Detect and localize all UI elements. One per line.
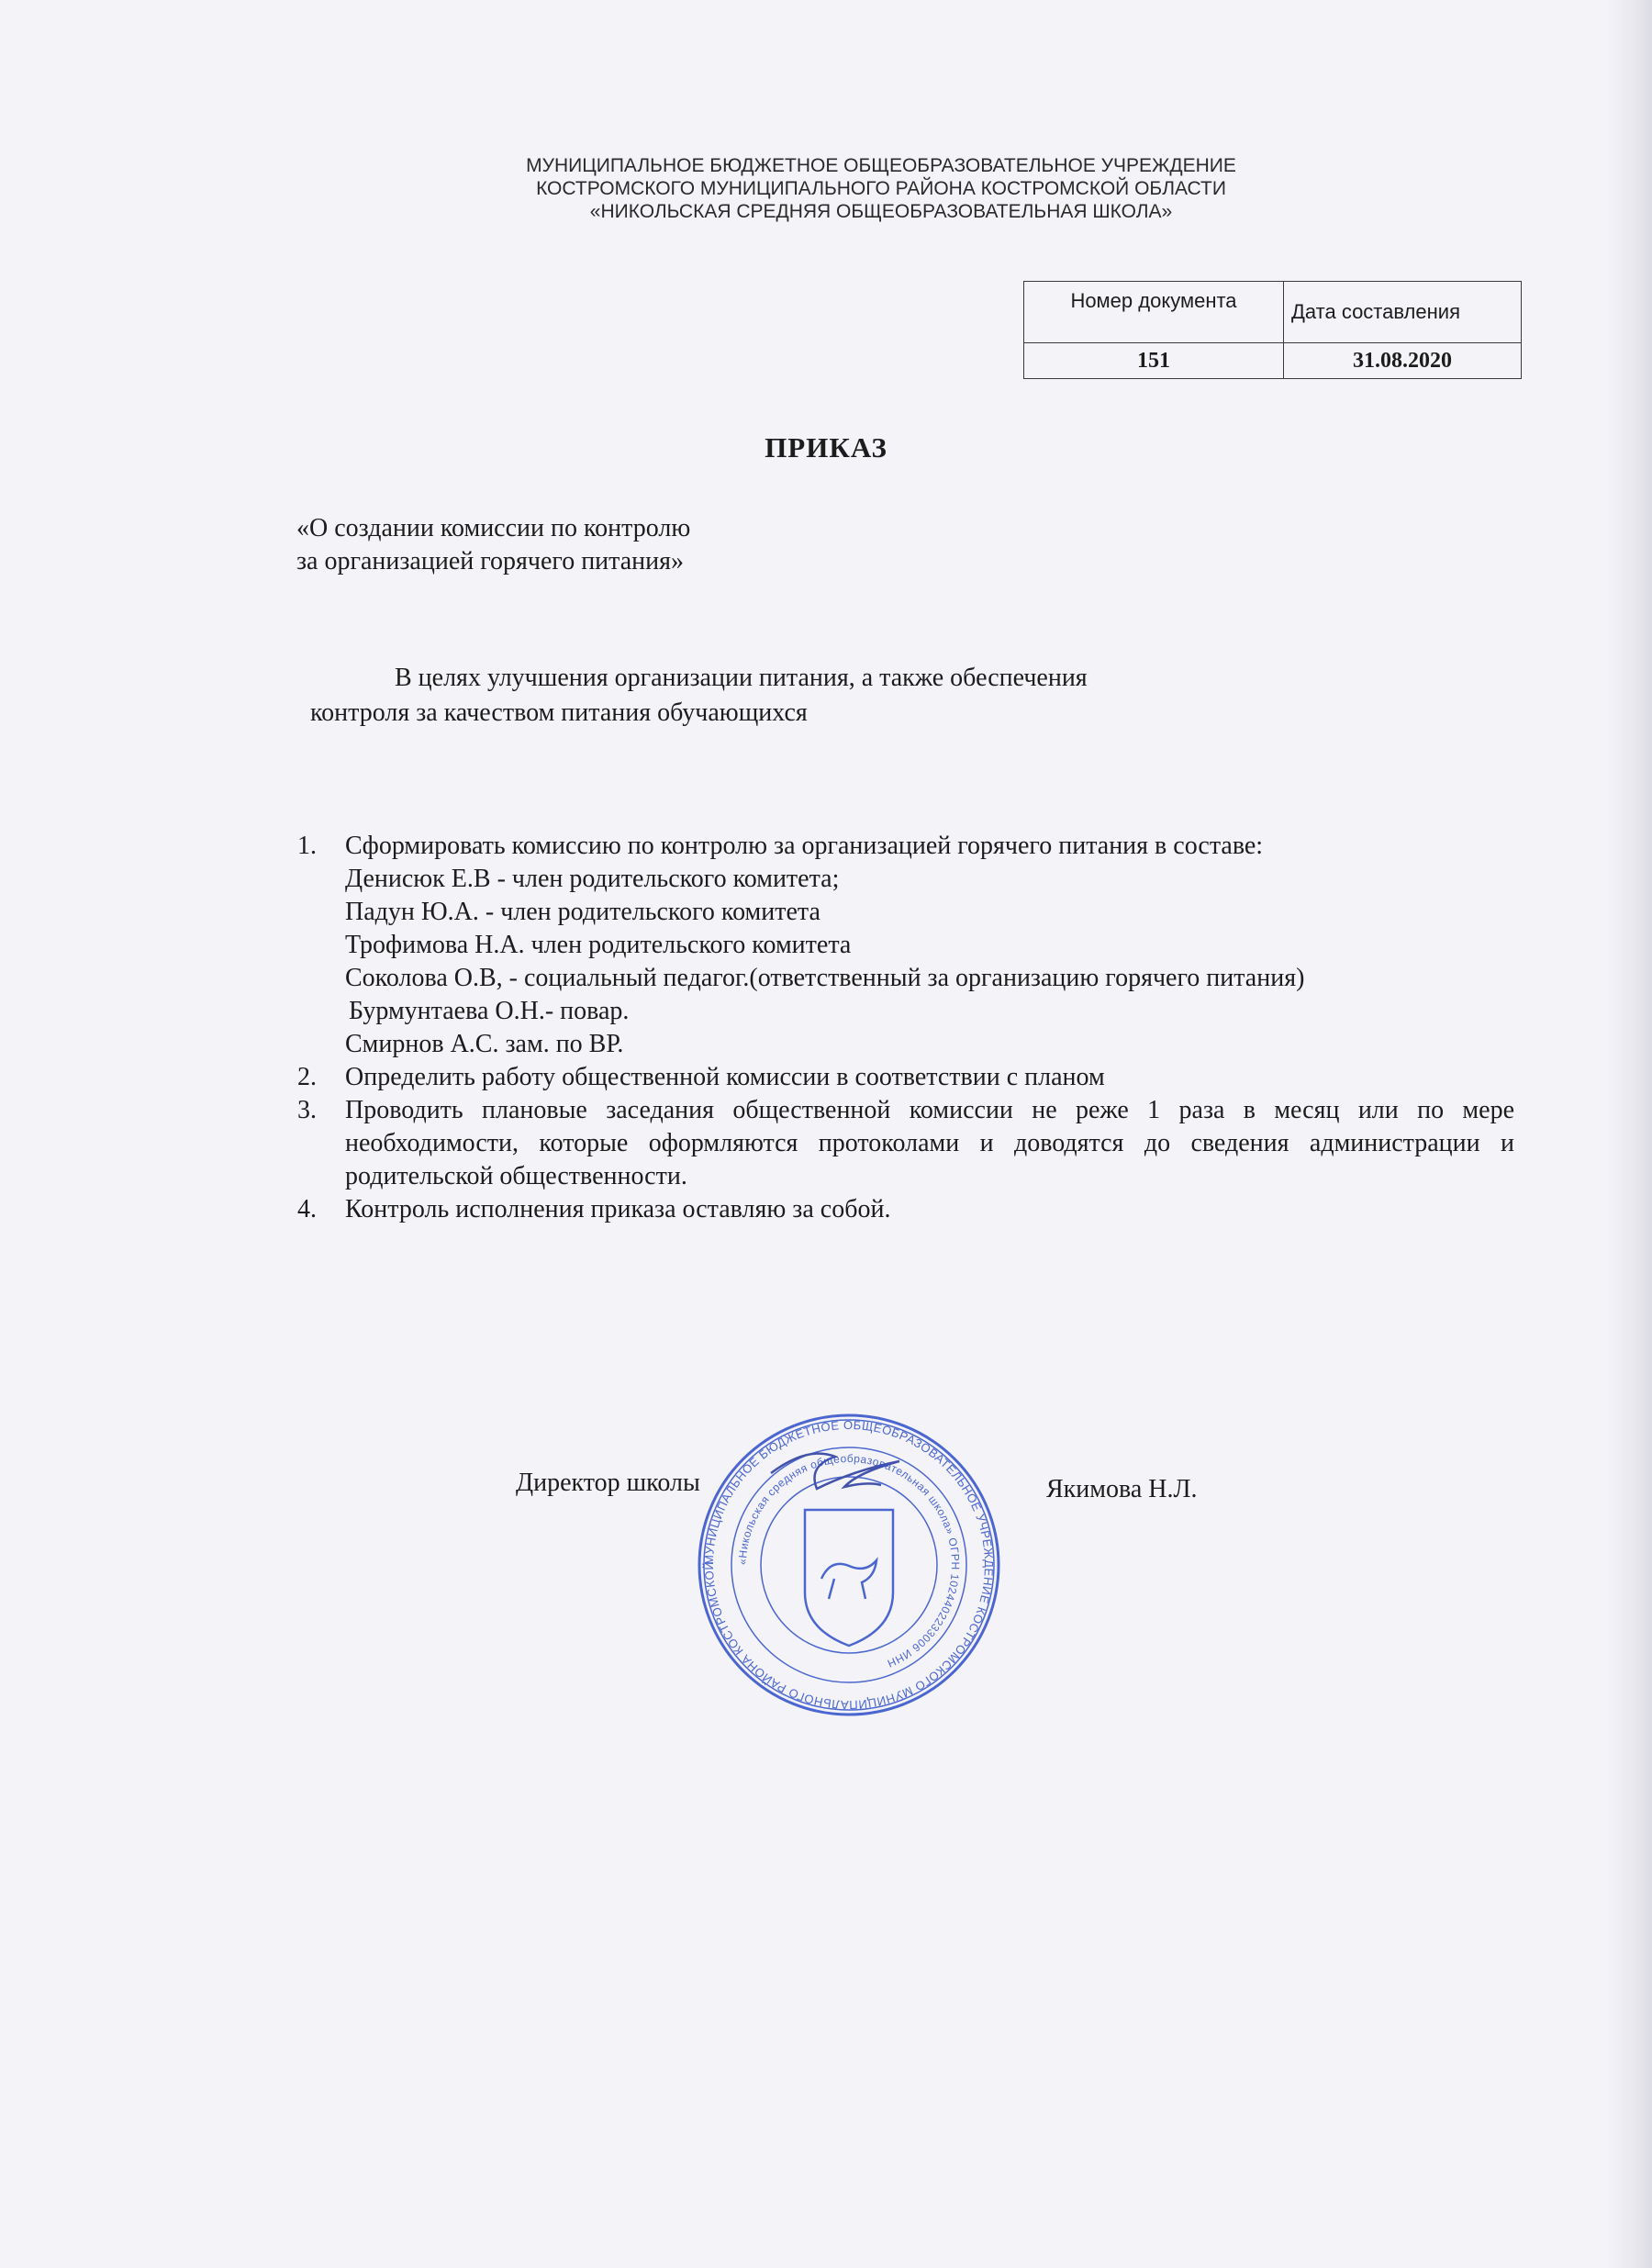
member-line: Падун Ю.А. - член родительского комитета [345,898,820,926]
signatory-name: Якимова Н.Л. [1046,1475,1198,1503]
institution-header [385,154,1377,223]
document-info-table [1023,281,1522,379]
list-item [294,1061,1514,1094]
member-line: Трофимова Н.А. член родительского комитета [345,931,852,959]
header-line-1: МУНИЦИПАЛЬНОЕ БЮДЖЕТНОЕ ОБЩЕОБРАЗОВАТЕЛЬНОЕ УЧРЕЖДЕНИЕ [526,155,1236,176]
item-text: Проводить плановые заседания общественной комиссии не реже 1 раза в месяц или по мере необходимости, которые оформляются протоколами и доводятся до сведения администрации и родительской общественности. [345,1096,1514,1190]
signatory-position: Директор школы [516,1469,700,1497]
page-title: ПРИКАЗ [765,431,887,464]
member-line: Бурмунтаева О.Н.- повар. [349,997,630,1025]
header-line-2: КОСТРОМСКОГО МУНИЦИПАЛЬНОГО РАЙОНА КОСТРОМСКОЙ ОБЛАСТИ [536,178,1226,199]
item-number: 2. [297,1063,317,1091]
member-line: Соколова О.В, - социальный педагог.(ответственный за организацию горячего питания) [345,964,1305,992]
item-text: Контроль исполнения приказа оставляю за собой. [345,1195,891,1223]
order-preamble [310,661,1088,731]
list-item [294,830,1514,1061]
stamp-inner-text: «Никольская средняя общеобразовательная школа» ОГРН 1024402233006 ИНН [735,1451,963,1670]
list-item [294,1094,1514,1193]
doc-date-value: 31.08.2020 [1284,343,1522,379]
item-text: Сформировать комиссию по контролю за организацией горячего питания в составе: [345,832,1264,860]
item-number: 3. [297,1096,317,1124]
doc-number-header: Номер документа [1024,282,1284,343]
order-subject [296,512,690,578]
list-item [294,1193,1514,1226]
item-text: Определить работу общественной комиссии в соответствии с планом [345,1063,1105,1091]
member-line: Денисюк Е.В - член родительского комитета; [345,865,840,893]
subject-line-2: за организацией горячего питания» [296,547,685,575]
header-line-3: «НИКОЛЬСКАЯ СРЕДНЯЯ ОБЩЕОБРАЗОВАТЕЛЬНАЯ ШКОЛА» [589,201,1173,222]
doc-date-header: Дата составления [1284,282,1522,343]
commission-members [345,863,1514,1061]
item-number: 4. [297,1195,317,1223]
svg-text:«Никольская средняя общеобразо [736,1452,962,1670]
subject-line-1: «О создании комиссии по контролю [296,514,691,542]
scan-edge-shadow [1606,0,1652,2268]
preamble-line-2: контроля за качеством питания обучающихся [310,698,808,727]
member-line: Смирнов А.С. зам. по ВР. [345,1030,624,1058]
doc-number-value: 151 [1024,343,1284,379]
stamp-outer-text: МУНИЦИПАЛЬНОЕ БЮДЖЕТНОЕ ОБЩЕОБРАЗОВАТЕЛЬНОЕ УЧРЕЖДЕНИЕ КОСТРОМСКОГО МУНИЦИПАЛЬНОГО РАЙОНА КОСТРОМСКОЙ [701,1417,997,1713]
item-number: 1. [297,832,317,860]
preamble-line-1: В целях улучшения организации питания, а также обеспечения [395,664,1088,692]
order-items-list [294,830,1514,1226]
official-stamp [693,1409,1005,1721]
